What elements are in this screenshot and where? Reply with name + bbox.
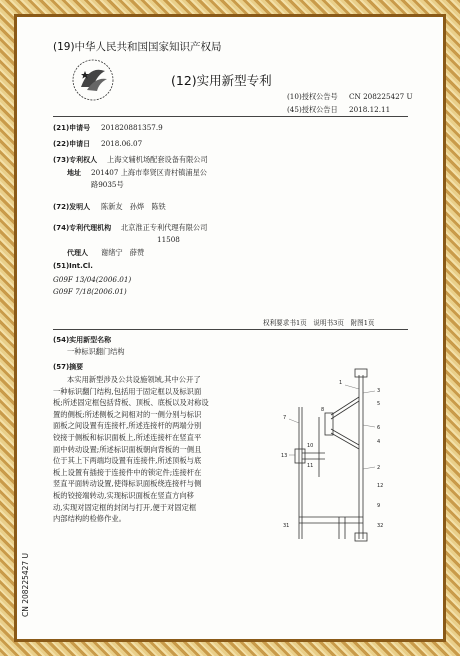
agency-label: (74)专利代理机构 (53, 224, 112, 232)
abstract-line: 位于其上下两端均设置有连接件,所述顶板与底 (53, 456, 202, 466)
intcl-label: (51)Int.Cl. (53, 262, 93, 270)
abstract-line: 动,实现对固定框的封闭与打开,便于对固定框 (53, 502, 197, 512)
figure-label: 7 (283, 415, 287, 421)
patentee: 上海文辅机场配套设备有限公司 (107, 155, 208, 164)
office-name: (19)中华人民共和国国家知识产权局 (53, 41, 222, 53)
address-label: 地址 (67, 169, 81, 177)
figure-label: 1 (339, 380, 343, 386)
patentee-label: (73)专利权人 (53, 156, 98, 164)
page-summary: 权利要求书1页 说明书3页 附图1页 (263, 319, 375, 327)
abstract-line: 一种标识翻门结构,包括用于固定框以及标识面 (53, 386, 202, 396)
figure-label: 2 (377, 465, 381, 471)
cnipa-logo (67, 57, 119, 103)
abstract-body (53, 374, 261, 525)
abstract-line: 板上设置有插接于连接件中的锁定件;连接杆在 (53, 467, 202, 477)
figure-label: 4 (377, 439, 381, 445)
utility-title: 一种标识翻门结构 (67, 347, 125, 356)
document-type: (12)实用新型专利 (171, 73, 272, 88)
figure-label: 9 (377, 503, 381, 509)
agency-line-1: 北京淮正专利代理有限公司 (121, 223, 208, 232)
publication-date: 2018.12.11 (349, 105, 391, 114)
figure-label: 3 (377, 388, 381, 394)
publication-number-label: (10)授权公告号 (287, 92, 338, 101)
abstract-line: 面板之间设置有连接杆,所述连接杆的两端分别 (53, 421, 202, 431)
inventor-label: (72)发明人 (53, 203, 91, 211)
publication-number: CN 208225427 U (349, 92, 413, 101)
ipc-class-1: G09F 13/04(2006.01) (53, 275, 132, 284)
abstract-line: 板的铰接端转动,实现标识面板在竖直方向移 (53, 490, 194, 500)
title-label: (54)实用新型名称 (53, 336, 112, 344)
summary-divider (53, 329, 408, 330)
figure-label: 5 (377, 401, 381, 407)
abstract-line: 竖直平面转动设置,使得标识面板绕连接杆与侧 (53, 479, 202, 489)
publication-date-label: (45)授权公告日 (287, 105, 338, 114)
agency-line-2: 11508 (157, 235, 180, 244)
figure-label: 8 (321, 407, 325, 413)
filing-date-label: (22)申请日 (53, 140, 91, 148)
application-number-label: (21)申请号 (53, 124, 91, 132)
figure-label: 6 (377, 425, 381, 431)
filing-date: 2018.06.07 (101, 139, 143, 148)
figure-label: 32 (377, 523, 384, 529)
address-line-2: 路9035号 (91, 180, 124, 189)
ipc-class-2: G09F 7/18(2006.01) (53, 287, 127, 296)
inventors: 陈新友 孙烨 陈铁 (101, 202, 166, 211)
header-divider (53, 116, 408, 117)
abstract-line: 铰接于侧板和标识面板上,所述连接杆在竖直平 (53, 432, 202, 442)
figure-label: 31 (283, 523, 290, 529)
agents: 谢绪宁 薛赞 (101, 248, 145, 257)
side-publication-code: CN 208225427 U (21, 552, 30, 617)
figure-label: 13 (281, 453, 288, 459)
abstract-line: 板;所述固定框包括背板、顶板、底板以及对称设 (53, 398, 209, 408)
figure-label: 11 (307, 463, 314, 469)
agent-label: 代理人 (67, 249, 88, 257)
patent-page (17, 17, 443, 639)
application-number: 201820881357.9 (101, 123, 163, 132)
figure-label: 12 (377, 483, 384, 489)
address-line-1: 201407 上海市奉贤区青村镇浦星公 (91, 168, 207, 177)
abstract-figure (279, 367, 399, 547)
figure-label: 10 (307, 443, 314, 449)
abstract-line: 内部结构的检修作业。 (53, 514, 126, 524)
abstract-line: 置的侧板;所述侧板之间相对的一侧分别与标识 (53, 409, 202, 419)
abstract-line: 本实用新型涉及公共设施领域,其中公开了 (67, 375, 201, 384)
abstract-line: 面中转动设置;所述标识面板朝向背板的一侧且 (53, 444, 202, 454)
abstract-label: (57)摘要 (53, 363, 84, 371)
